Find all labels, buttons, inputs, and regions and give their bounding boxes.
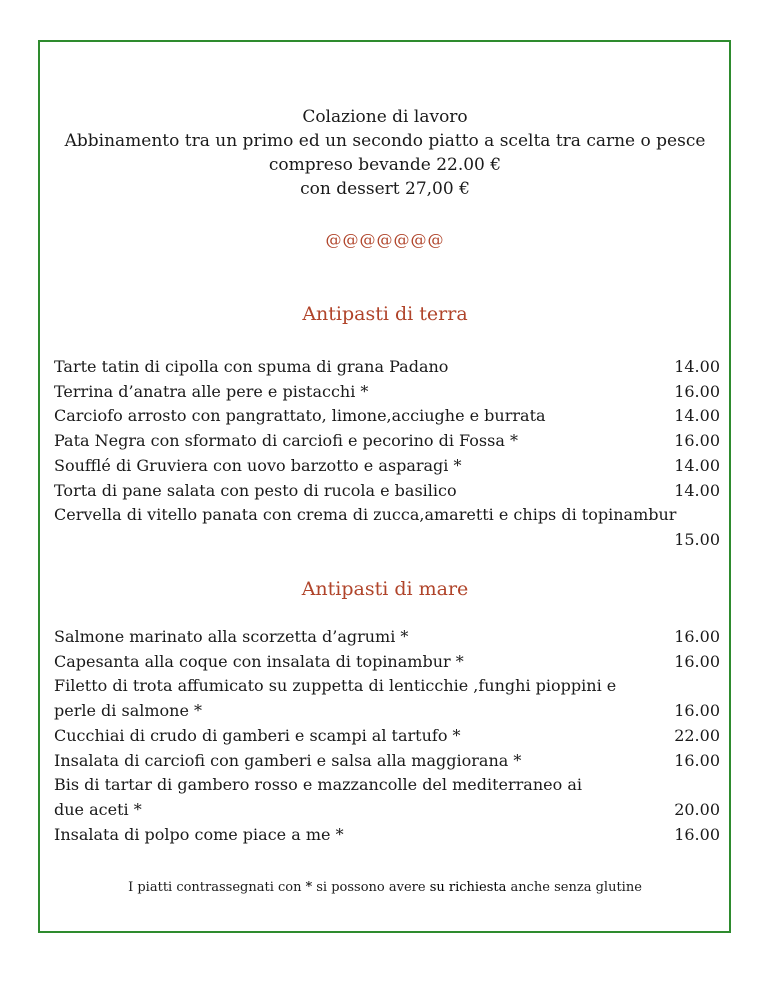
menu-item-name: Cervella di vitello panata con crema di zucca,amaretti e chips di topinambur — [54, 505, 677, 525]
footnote-text: si possono avere — [312, 880, 430, 895]
menu-item-name: Tarte tatin di cipolla con spuma di grana Padano — [54, 357, 449, 376]
menu-item-name: due aceti * — [54, 799, 142, 819]
menu-item-name: Carciofo arrosto con pangrattato, limone,acciughe e burrata — [54, 406, 546, 426]
menu-item-name: Insalata di polpo come piace a me * — [54, 824, 344, 844]
menu-item — [54, 380, 720, 405]
menu-item — [54, 823, 720, 848]
menu-item-name: Salmone marinato alla scorzetta d’agrumi * — [54, 627, 409, 646]
menu-list-mare — [54, 625, 720, 847]
intro-title: Colazione di lavoro — [302, 107, 468, 127]
section-title-terra: Antipasti di terra — [302, 303, 468, 325]
menu-item-price: 16.00 — [674, 381, 720, 401]
menu-item — [54, 773, 720, 798]
menu-item — [54, 650, 720, 675]
menu-item — [54, 625, 720, 650]
section-title-mare: Antipasti di mare — [301, 578, 469, 600]
menu-item-name: Terrina d’anatra alle pere e pistacchi * — [54, 381, 369, 401]
menu-item-price: 16.00 — [674, 431, 720, 451]
menu-item-price: 16.00 — [674, 701, 720, 721]
menu-item-name: Insalata di carciofi con gamberi e salsa alla maggiorana * — [54, 750, 522, 770]
intro-block — [40, 105, 730, 201]
menu-item-name: Capesanta alla coque con insalata di topinambur * — [54, 651, 464, 671]
menu-item-price: 14.00 — [674, 357, 720, 376]
menu-item-price: 14.00 — [674, 406, 720, 426]
separator: @@@@@@@ — [325, 230, 445, 249]
intro-price-dessert: con dessert 27,00 € — [300, 179, 470, 199]
menu-item-name: Soufflé di Gruviera con uovo barzotto e asparagi * — [54, 455, 462, 475]
menu-item — [54, 454, 720, 479]
menu-item-name: Cucchiai di crudo di gamberi e scampi al tartufo * — [54, 725, 461, 745]
menu-item-price: 16.00 — [674, 627, 720, 646]
footnote-text: anche senza glutine — [506, 880, 642, 895]
menu-item-continued — [54, 798, 720, 823]
intro-price-drinks: compreso bevande 22.00 € — [268, 155, 502, 175]
menu-item-name: Torta di pane salata con pesto di rucola e basilico — [54, 480, 457, 500]
menu-item — [54, 355, 720, 380]
menu-item-price: 14.00 — [674, 480, 720, 500]
gluten-free-footnote — [40, 880, 730, 895]
menu-item-name: Bis di tartar di gambero rosso e mazzancolle del mediterraneo ai — [54, 775, 582, 795]
footnote-emphasis: su richiesta — [429, 880, 507, 895]
menu-item-name: Filetto di trota affumicato su zuppetta di lenticchie ,funghi pioppini e — [54, 676, 617, 696]
menu-item — [54, 404, 720, 429]
menu-item — [54, 724, 720, 749]
menu-item-price: 20.00 — [674, 799, 720, 819]
menu-item-price-row — [54, 528, 720, 553]
menu-item-price: 16.00 — [674, 750, 720, 770]
menu-item-price: 16.00 — [674, 651, 720, 671]
menu-item — [54, 479, 720, 504]
menu-item — [54, 429, 720, 454]
menu-item-price: 15.00 — [674, 529, 720, 549]
menu-list-terra — [54, 355, 720, 553]
intro-description: Abbinamento tra un primo ed un secondo piatto a scelta tra carne o pesce — [64, 131, 706, 151]
menu-item-price: 14.00 — [674, 455, 720, 475]
menu-item — [54, 674, 720, 699]
menu-item-name: perle di salmone * — [54, 701, 203, 721]
menu-item-price: 16.00 — [674, 824, 720, 844]
menu-item — [54, 749, 720, 774]
menu-item-continued — [54, 699, 720, 724]
menu-item-name: Pata Negra con sformato di carciofi e pecorino di Fossa * — [54, 431, 518, 451]
menu-item-price: 22.00 — [674, 725, 720, 745]
menu-item — [54, 503, 720, 528]
footnote-star: * — [305, 880, 313, 895]
footnote-text: I piatti contrassegnati con — [128, 880, 306, 895]
